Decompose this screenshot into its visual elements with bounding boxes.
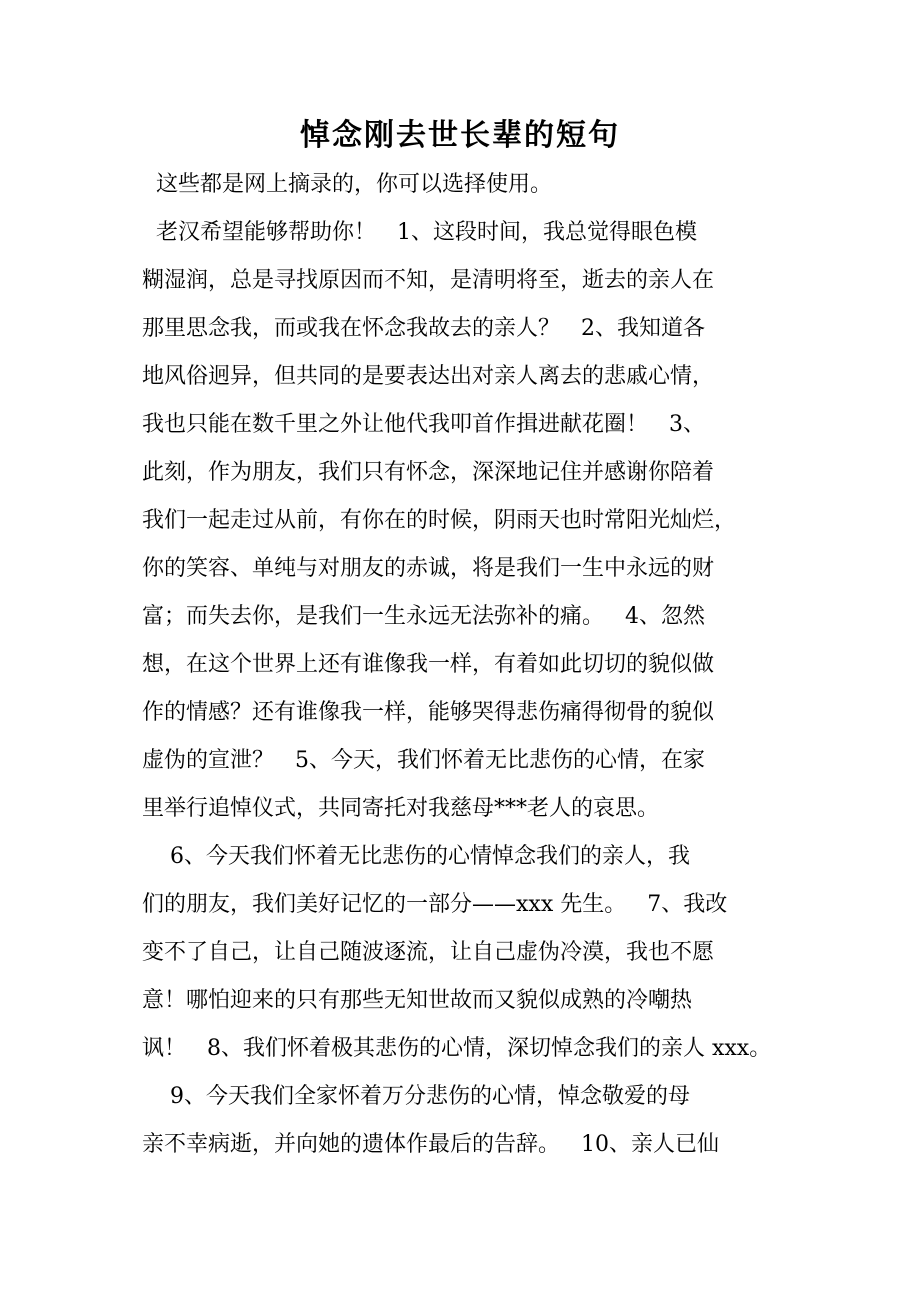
document-title: 悼念刚去世长辈的短句 [300,118,620,153]
paragraph-line: 6、今天我们怀着无比悲伤的心情悼念我们的亲人，我 [142,844,690,869]
paragraph-line: 老汉希望能够帮助你！ 1、这段时间，我总觉得眼色模 [142,220,697,245]
paragraph-line: 亲不幸病逝，并向她的遗体作最后的告辞。 10、亲人已仙 [142,1132,719,1157]
paragraph-line: 虚伪的宣泄？ 5、今天，我们怀着无比悲伤的心情，在家 [142,748,705,773]
paragraph-line: 此刻，作为朋友，我们只有怀念，深深地记住并感谢你陪着 [142,460,715,485]
paragraph-line: 讽！ 8、我们怀着极其悲伤的心情，深切悼念我们的亲人 xxx。 [142,1036,772,1061]
paragraph-line: 作的情感？还有谁像我一样，能够哭得悲伤痛得彻骨的貌似 [142,700,715,725]
paragraph-line: 那里思念我，而或我在怀念我故去的亲人？ 2、我知道各 [142,316,705,341]
paragraph-line: 糊湿润，总是寻找原因而不知，是清明将至，逝去的亲人在 [142,268,715,293]
paragraph-line: 我们一起走过从前，有你在的时候，阴雨天也时常阳光灿烂， [142,508,737,533]
paragraph-line: 你的笑容、单纯与对朋友的赤诚，将是我们一生中永远的财 [142,556,715,581]
paragraph-line: 想，在这个世界上还有谁像我一样，有着如此切切的貌似做 [142,652,715,677]
paragraph-line: 地风俗迥异，但共同的是要表达出对亲人离去的悲戚心情， [142,364,715,389]
paragraph-line: 富；而失去你，是我们一生永远无法弥补的痛。 4、忽然 [142,604,705,629]
paragraph-line: 们的朋友，我们美好记忆的一部分——xxx 先生。 7、我改 [142,892,728,917]
paragraph-line: 里举行追悼仪式，共同寄托对我慈母***老人的哀思。 [142,796,660,821]
paragraph-line: 意！哪怕迎来的只有那些无知世故而又貌似成熟的冷嘲热 [142,988,693,1013]
paragraph-line: 9、今天我们全家怀着万分悲伤的心情，悼念敬爱的母 [142,1084,690,1109]
paragraph-line: 变不了自己，让自己随波逐流，让自己虚伪冷漠，我也不愿 [142,940,715,965]
paragraph-line: 我也只能在数千里之外让他代我叩首作揖进献花圈！ 3、 [142,412,705,437]
paragraph-line: 这些都是网上摘录的，你可以选择使用。 [142,172,552,197]
